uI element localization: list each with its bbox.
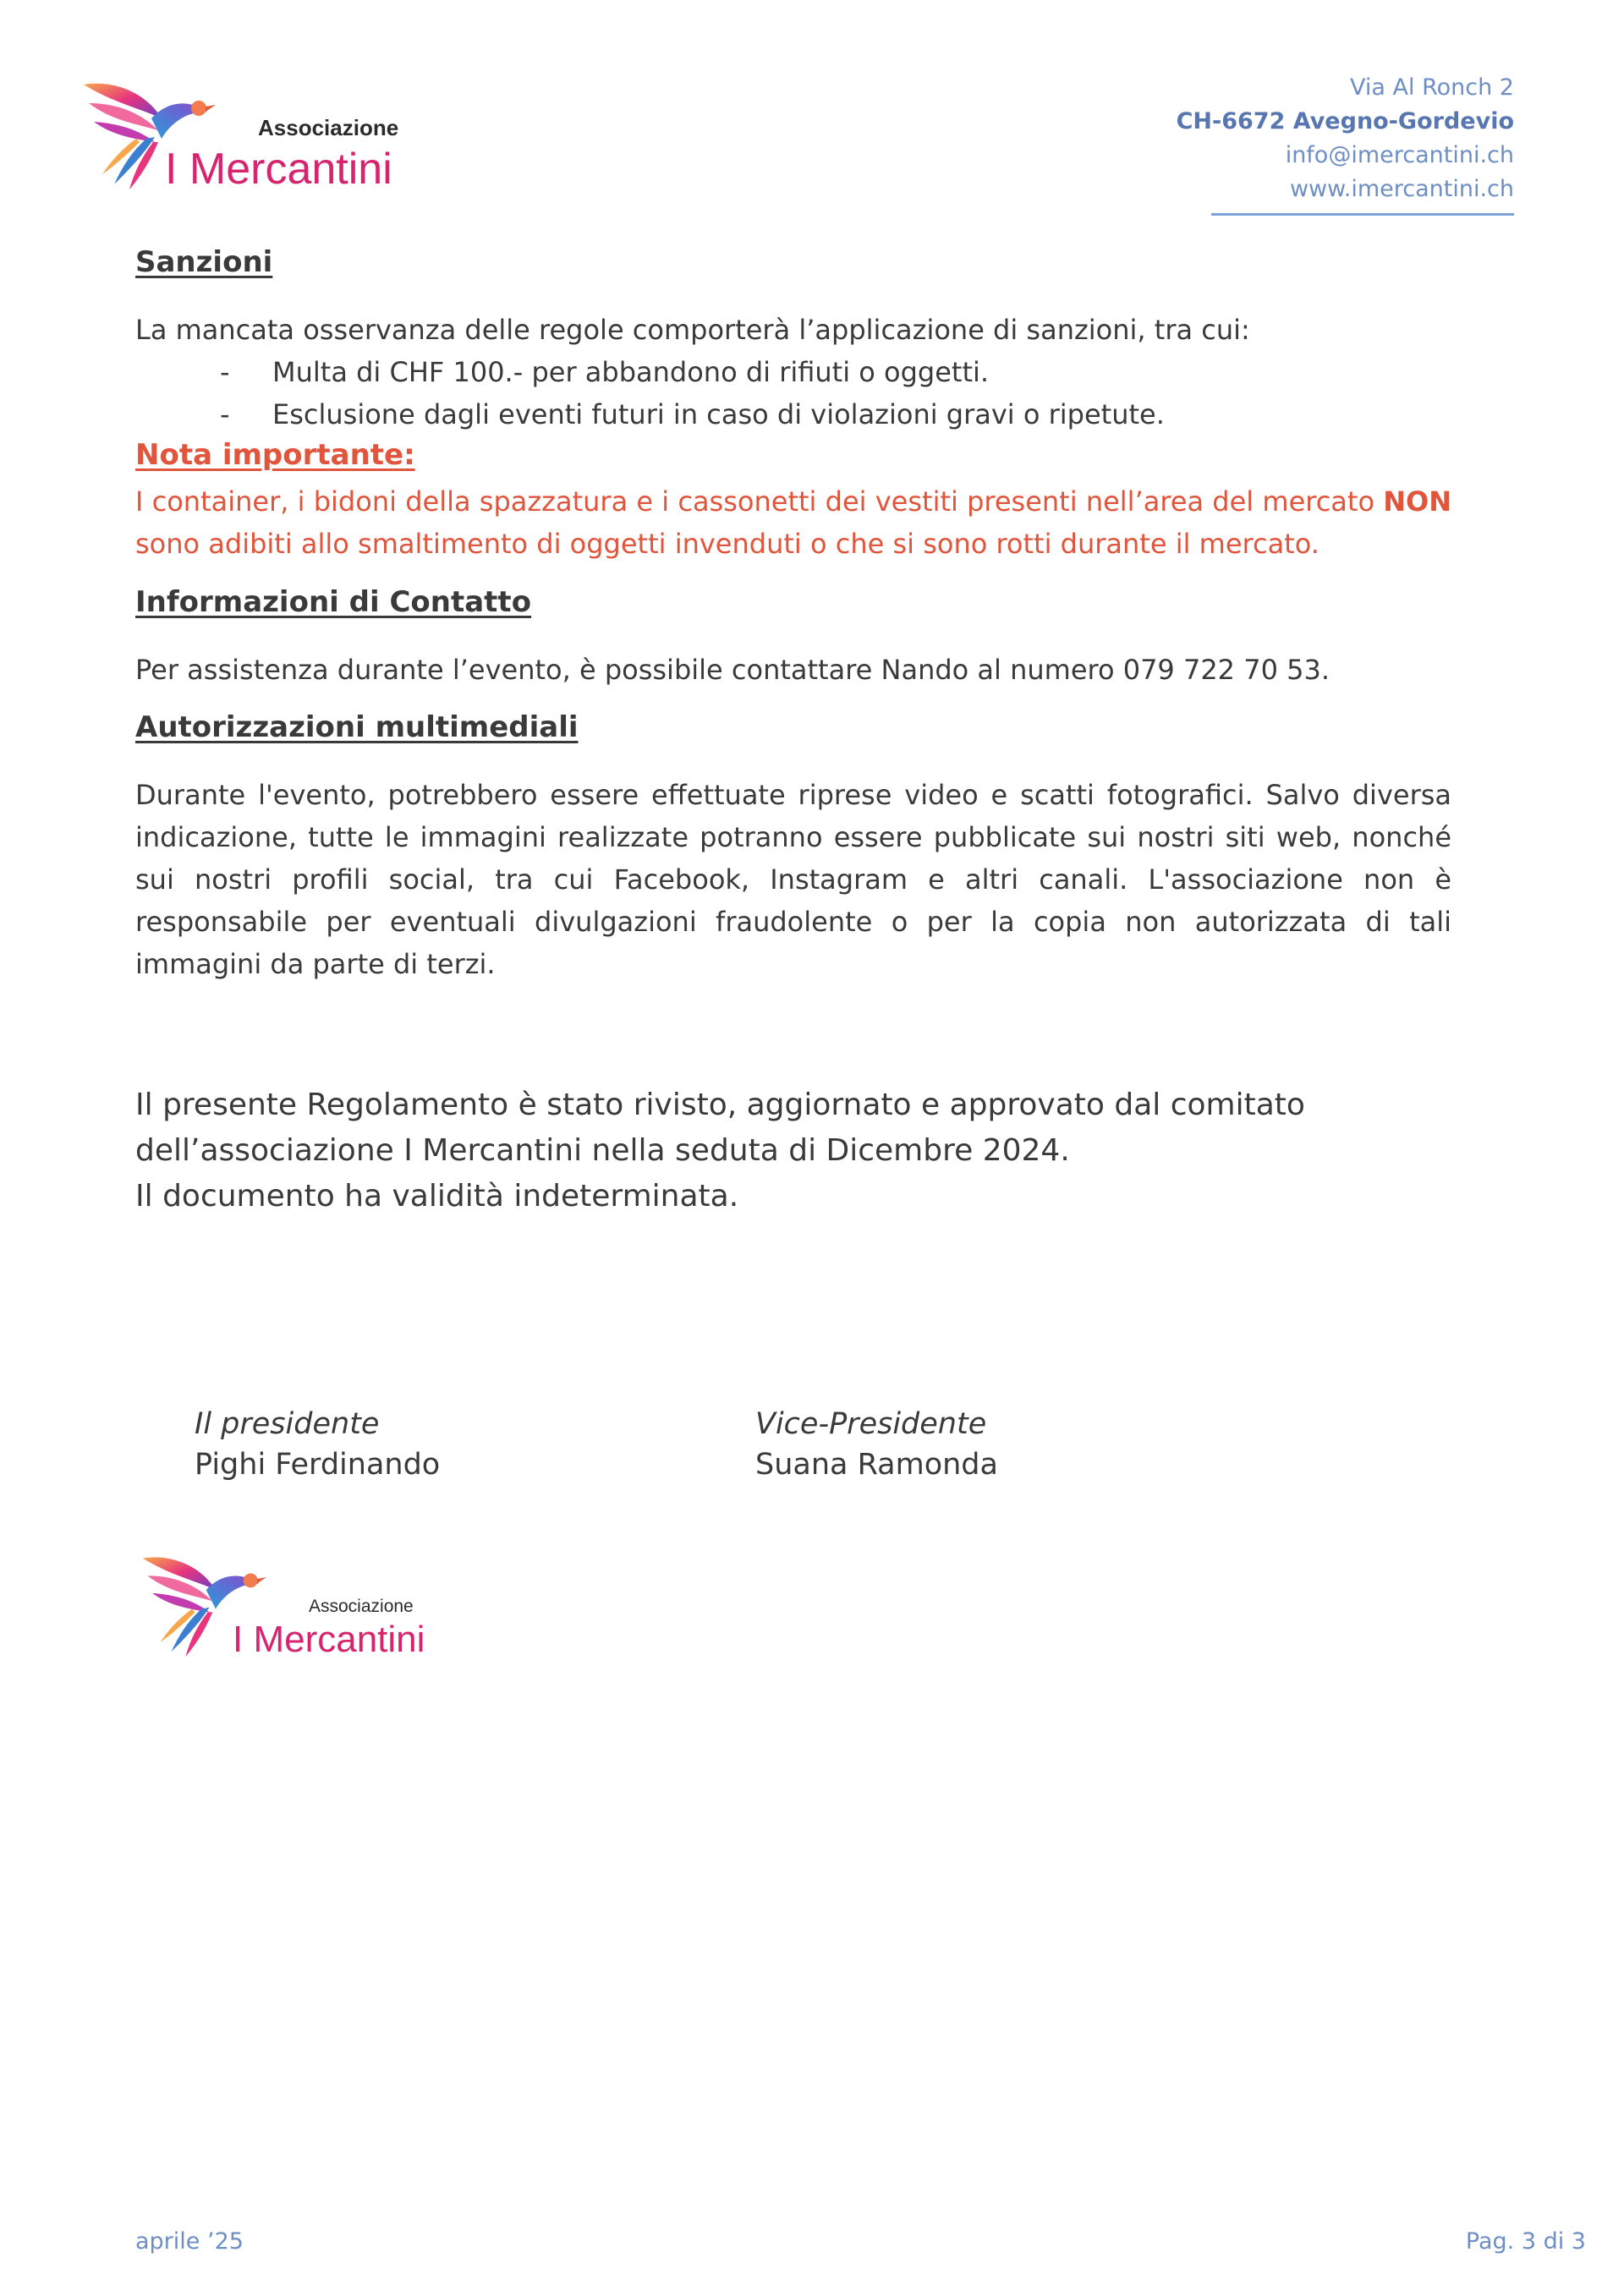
signature-role: Il presidente (195, 1407, 380, 1441)
note-text (135, 480, 1451, 565)
signature-president (195, 1404, 440, 1485)
footer-date: aprile ’25 (135, 2228, 244, 2255)
note-text-after: sono adibiti allo smaltimento di oggetti invenduti o che si sono rotti durante il mercato. (135, 528, 1320, 560)
list-marker: - (220, 356, 230, 388)
address-street: Via Al Ronch 2 (1350, 74, 1514, 101)
closing-statement (135, 1082, 1451, 1219)
sanctions-heading: Sanzioni (135, 245, 273, 279)
logo-association-label: Associazione (309, 1597, 414, 1616)
note-title: Nota importante: (135, 438, 415, 472)
media-text: Durante l'evento, potrebbero essere effettuate riprese video e scatti fotografici. Salvo diversa indicazione, tutte le immagini realizzate potranno essere pubblicate sui nostri siti web, nonché sui nostri profili social, tra cui Facebook, Instagram e altri canali. L'associazione non è responsabile per eventuali divulgazioni fraudolente o per la copia non autorizzata di tali immagini da parte di terzi. (135, 779, 1451, 980)
list-marker: - (220, 398, 230, 430)
contact-heading: Informazioni di Contatto (135, 585, 532, 619)
validity-text: Il documento ha validità indeterminata. (135, 1179, 739, 1214)
approval-text: Il presente Regolamento è stato rivisto, aggiornato e approvato dal comitato dell’associazione I Mercantini nella seduta di Dicembre 2024. (135, 1088, 1305, 1168)
address-email[interactable]: info@imercantini.ch (1285, 142, 1514, 168)
page-number: Pag. 3 di 3 (1465, 2228, 1586, 2255)
contact-text: Per assistenza durante l’evento, è possibile contattare Nando al numero 079 722 70 53. (135, 654, 1330, 686)
signature-vice-president (755, 1404, 998, 1485)
list-item-text: Esclusione dagli eventi futuri in caso di violazioni gravi o ripetute. (272, 398, 1165, 430)
logo-brand-name: I Mercantini (165, 145, 392, 194)
address-city: CH-6672 Avegno-Gordevio (1176, 108, 1514, 134)
logo-brand-name: I Mercantini (233, 1619, 425, 1660)
list-item-text: Multa di CHF 100.- per abbandono di rifiuti o oggetti. (272, 356, 990, 388)
media-heading: Autorizzazioni multimediali (135, 710, 579, 744)
address-divider (1211, 213, 1514, 216)
sanctions-intro: La mancata osservanza delle regole comporterà l’applicazione di sanzioni, tra cui: (135, 314, 1250, 346)
note-text-before: I container, i bidoni della spazzatura e i cassonetti dei vestiti presenti nell’area del mercato (135, 485, 1384, 518)
signature-name: Pighi Ferdinando (195, 1448, 441, 1482)
address-website[interactable]: www.imercantini.ch (1289, 176, 1514, 202)
association-logo (80, 74, 419, 193)
association-logo-footer (140, 1541, 431, 1668)
address-block (1177, 71, 1514, 206)
signature-name: Suana Ramonda (755, 1448, 998, 1482)
logo-association-label: Associazione (258, 115, 399, 140)
note-emphasis: NON (1383, 485, 1451, 518)
signature-role: Vice-Presidente (755, 1407, 987, 1441)
